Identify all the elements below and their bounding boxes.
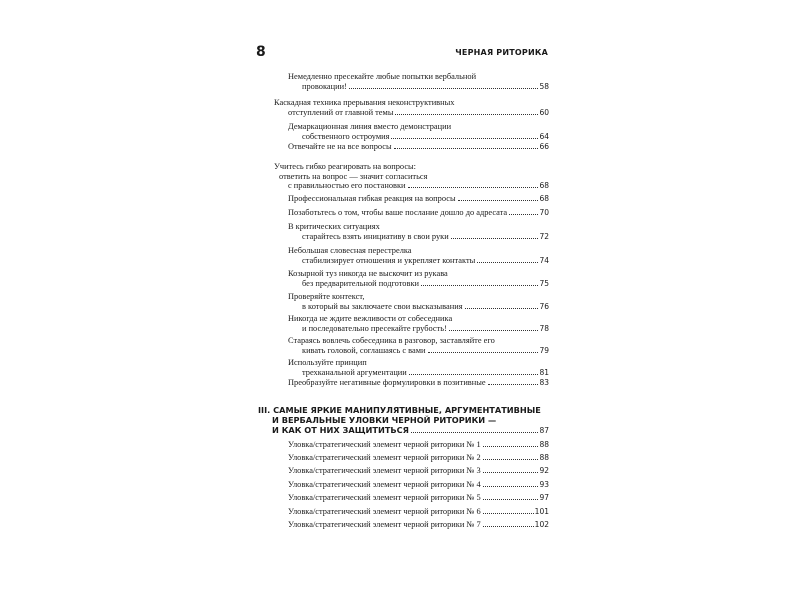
dot-leader [483,459,539,460]
toc-entry-line: и последовательно пресекайте грубость! [302,323,447,333]
toc-entry [288,122,549,141]
dot-leader [451,238,539,239]
dot-leader [349,88,539,89]
toc-entry-line: старайтесь взять инициативу в свои руки [302,231,449,241]
toc-page-number: 83 [539,378,549,387]
toc-entry [288,292,549,311]
dot-leader [483,526,534,527]
dot-leader [449,330,539,331]
dot-leader [421,285,538,286]
dot-leader [477,262,538,263]
toc-entry-line: ответить на вопрос — значит согласиться [279,171,428,181]
toc-entry [288,378,549,388]
toc-entry [274,162,549,191]
toc-entry-line: Уловка/стратегический элемент черной риторики № 5 [288,493,481,502]
toc-entry-line: Уловка/стратегический элемент черной риторики № 7 [288,520,481,529]
toc-page-number: 102 [534,520,549,529]
dot-leader [395,114,538,115]
toc-entry-line: трехканальной аргументации [302,367,407,377]
toc-entry-line: Немедленно пресекайте любые попытки вербальной [288,72,477,81]
toc-entry-line: Демаркационная линия вместо демонстрации [288,122,452,131]
dot-leader [408,187,539,188]
toc-page-number: 88 [539,440,549,449]
dot-leader [509,214,538,215]
dot-leader [483,446,539,447]
toc-entry-line: с правильностью его постановки [288,181,406,191]
dot-leader [411,432,538,433]
toc-page-number: 60 [539,107,549,117]
toc-page-number: 79 [539,345,549,355]
toc-page-number: 88 [539,453,549,462]
toc-entry [288,208,549,218]
toc-entry [288,493,549,503]
dot-leader [483,513,534,514]
toc-entry-line: стабилизирует отношения и укрепляет контакты [302,255,476,265]
toc-entry-line: Небольшая словесная перестрелка [288,246,412,255]
toc-entry-line: Никогда не ждите вежливости от собеседника [288,314,453,323]
dot-leader [483,486,539,487]
toc-page-number: 92 [539,466,549,475]
toc-entry [288,520,549,530]
toc-entry-line: отступлений от главной темы [288,107,394,117]
toc-entry-line: Уловка/стратегический элемент черной риторики № 2 [288,453,481,462]
chapter-heading-line: И ВЕРБАЛЬНЫЕ УЛОВКИ ЧЕРНОЙ РИТОРИКИ — [272,414,497,425]
toc-page-number: 72 [539,231,549,241]
toc-entry [288,336,549,355]
toc-entry-line: Преобразуйте негативные формулировки в позитивные [288,378,486,387]
toc-entry [288,480,549,490]
toc-entry-line: Проверяйте контекст, [288,292,365,301]
toc-entry-line: Уловка/стратегический элемент черной риторики № 1 [288,440,481,449]
toc-entry [288,142,549,152]
toc-entry-line: Используйте принцип [288,358,367,367]
toc-entry-line: Профессиональная гибкая реакция на вопросы [288,194,456,203]
toc-page-number: 66 [539,142,549,151]
dot-leader [458,200,539,201]
toc-page-number: 75 [539,278,549,288]
toc-entry [274,98,549,117]
toc-entry [288,358,549,377]
toc-page-number: 81 [539,367,549,377]
toc-entry-line: в который вы заключаете свои высказывания [302,301,463,311]
toc-entry-line: Стараясь вовлечь собеседника в разговор, заставляйте его [288,336,495,345]
toc-entry [288,466,549,476]
toc-entry-line: Каскадная техника прерывания неконструктивных [274,98,455,107]
toc-page-number: 68 [539,181,549,191]
toc-entry [288,222,549,241]
chapter-heading-line: III. САМЫЕ ЯРКИЕ МАНИПУЛЯТИВНЫЕ, АРГУМЕНТАТИВНЫЕ [258,405,541,415]
toc-entry-line: Уловка/стратегический элемент черной риторики № 3 [288,466,481,475]
toc-page-number: 78 [539,323,549,333]
dot-leader [483,499,539,500]
page-number: 8 [256,44,266,60]
toc-entry-line: Уловка/стратегический элемент черной риторики № 6 [288,507,481,516]
toc-entry-line: собственного остроумия [302,131,390,141]
chapter-heading-line: И КАК ОТ НИХ ЗАЩИТИТЬСЯ [272,424,409,435]
toc-entry-line: кивать головой, соглашаясь с вами [302,345,426,355]
toc-entry [288,194,549,204]
toc-entry [288,507,549,517]
chapter-heading [258,406,549,435]
toc-page-number: 101 [534,507,549,516]
toc-page-number: 58 [539,81,549,91]
toc-page-number: 64 [539,131,549,141]
dot-leader [394,148,539,149]
toc-page-number: 76 [539,301,549,311]
toc-page-number: 97 [539,493,549,502]
dot-leader [465,308,539,309]
toc-entry [288,453,549,463]
toc-entry-line: Отвечайте не на все вопросы [288,142,392,151]
toc-page-number: 74 [539,255,549,265]
toc-page-number: 93 [539,480,549,489]
toc-entry-line: без предварительной подготовки [302,278,419,288]
dot-leader [391,138,538,139]
toc-entry-line: Позаботьтесь о том, чтобы ваше послание дошло до адресата [288,208,508,217]
dot-leader [428,352,539,353]
toc-entry-line: Уловка/стратегический элемент черной риторики № 4 [288,480,481,489]
running-title: ЧЕРНАЯ РИТОРИКА [455,48,548,57]
toc-page-number: 87 [539,425,549,435]
toc-page-number: 70 [539,208,549,217]
toc-entry-line: Козырной туз никогда не выскочит из рукава [288,269,448,278]
toc-entry-line: провокации! [302,81,347,91]
toc-entry-line: Учитесь гибко реагировать на вопросы: [274,162,416,171]
toc-entry [288,72,549,91]
toc-page-number: 68 [539,194,549,203]
dot-leader [488,384,539,385]
dot-leader [409,374,539,375]
toc-entry [288,314,549,333]
dot-leader [483,472,539,473]
toc-entry-line: В критических ситуациях [288,222,380,231]
toc-entry [288,440,549,450]
toc-entry [288,246,549,265]
toc-entry [288,269,549,288]
